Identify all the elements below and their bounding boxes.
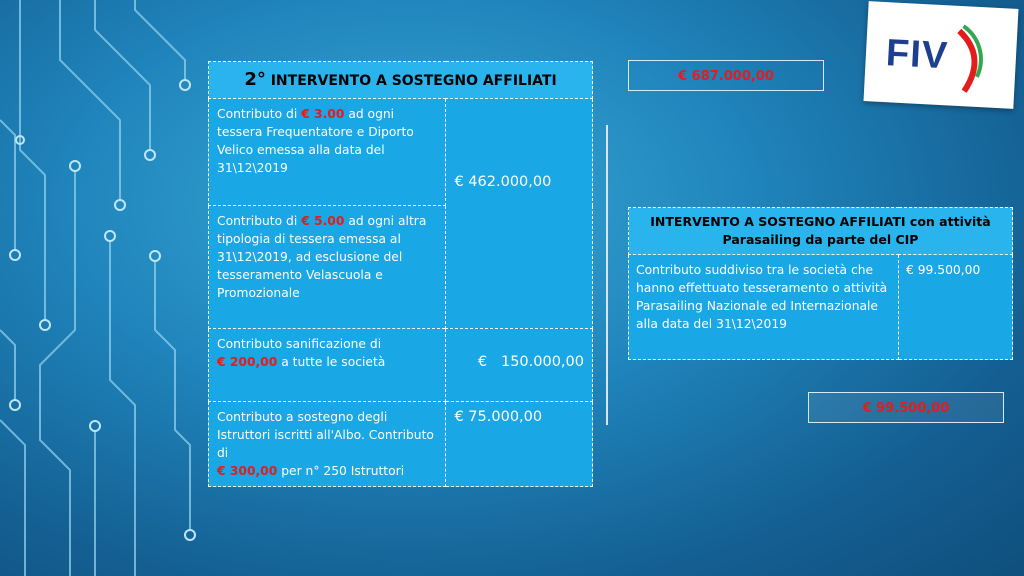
- amount-row3: [446, 329, 593, 402]
- row4-highlight: € 300,00: [217, 464, 278, 478]
- logo-text: FIV: [884, 32, 950, 78]
- circuit-decoration: [0, 0, 220, 576]
- parasailing-table: [628, 207, 1013, 360]
- row3-pre: Contributo sanificazione di: [217, 337, 382, 351]
- row-contribution-3: [209, 99, 446, 206]
- title-text: INTERVENTO A SOSTEGNO AFFILIATI: [270, 72, 557, 89]
- intervention-table: [208, 61, 593, 487]
- table-title: [209, 62, 593, 99]
- row1-pre: Contributo di: [217, 107, 298, 121]
- row1-post: ad ogni tessera Frequentatore e Diporto Velico emessa alla data del 31\12\2019: [217, 107, 414, 175]
- total-amount-box: € 687.000,00: [628, 60, 824, 91]
- row3-highlight: € 200,00: [217, 355, 278, 369]
- fiv-logo: [863, 1, 1018, 109]
- row4-pre: Contributo a sostegno degli Istruttori iscritti all'Albo. Contributo di: [217, 410, 434, 460]
- amount-150000: € 150.000,00: [477, 354, 584, 370]
- sail-icon: [863, 1, 1018, 109]
- amount-row4: [446, 402, 593, 487]
- row3-post: a tutte le società: [281, 355, 386, 369]
- row2-post: ad ogni altra tipologia di tessera emessa al 31\12\2019, ad esclusione del tesseramento Velascuola e Promozionale: [217, 214, 427, 300]
- row-sanification: [209, 329, 446, 402]
- row2-pre: Contributo di: [217, 214, 298, 228]
- row4-post: per n° 250 Istruttori: [281, 464, 405, 478]
- amount-462000: € 462.000,00: [454, 173, 552, 190]
- row2-highlight: € 5.00: [301, 214, 345, 228]
- title-number: 2°: [244, 68, 266, 90]
- divider-line: [606, 125, 608, 425]
- parasailing-title: INTERVENTO A SOSTEGNO AFFILIATI con attività Parasailing da parte del CIP: [629, 208, 1013, 255]
- row1-highlight: € 3.00: [301, 107, 345, 121]
- parasailing-amount: € 99.500,00: [899, 255, 1013, 360]
- amount-75000: € 75.000,00: [454, 409, 543, 425]
- row-instructors: [209, 402, 446, 487]
- parasailing-description: Contributo suddiviso tra le società che hanno effettuato tesseramento o attività Parasailing Nazionale ed Internazionale alla data del 31\12\2019: [629, 255, 899, 360]
- amount-rows-1-2: [446, 99, 593, 329]
- row-contribution-5: [209, 206, 446, 329]
- parasailing-total-box: € 99.500,00: [808, 392, 1004, 423]
